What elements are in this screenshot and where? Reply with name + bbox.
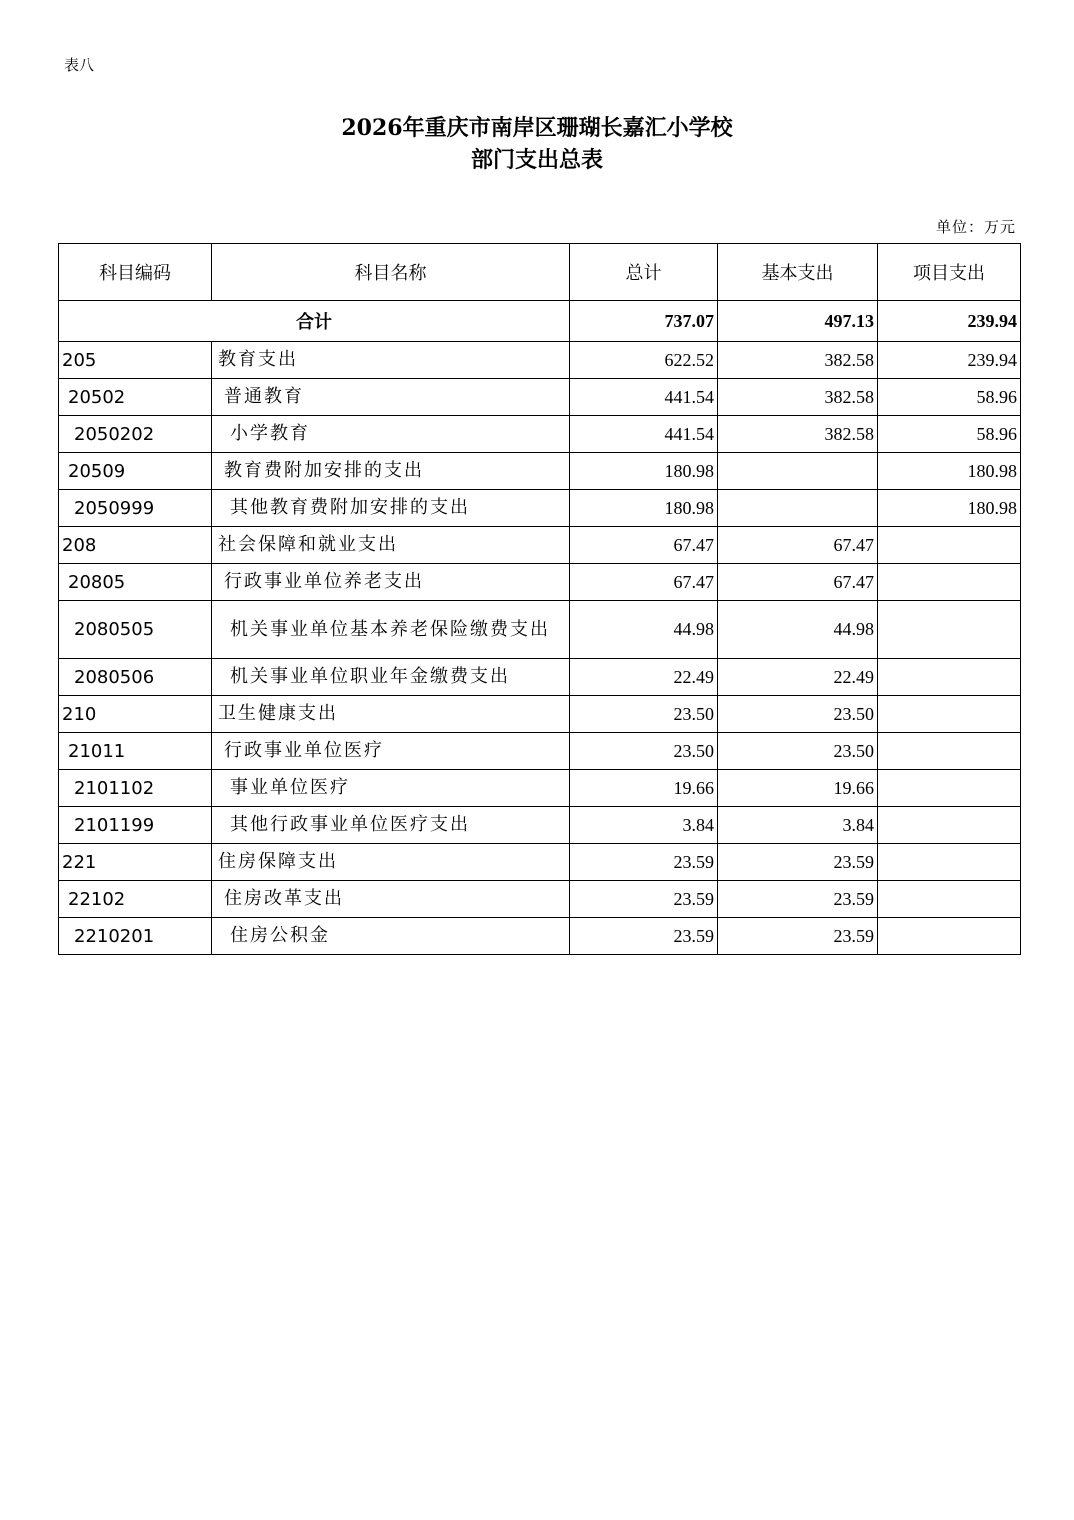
row-project: 58.96 — [878, 416, 1021, 453]
row-code: 2050202 — [59, 416, 212, 453]
table-row — [59, 844, 1021, 881]
row-name: 卫生健康支出 — [212, 696, 570, 733]
row-project — [878, 770, 1021, 807]
row-total: 67.47 — [570, 564, 718, 601]
header-row — [59, 244, 1021, 301]
table-row — [59, 527, 1021, 564]
page-subtitle: 部门支出总表 — [470, 147, 603, 173]
row-total: 23.59 — [570, 918, 718, 955]
row-code: 221 — [59, 844, 212, 881]
row-project — [878, 659, 1021, 696]
row-basic: 382.58 — [718, 379, 878, 416]
row-code: 2210201 — [59, 918, 212, 955]
row-code: 2080505 — [59, 601, 212, 659]
row-name: 其他行政事业单位医疗支出 — [212, 807, 570, 844]
row-project — [878, 733, 1021, 770]
table-row — [59, 733, 1021, 770]
row-total: 23.50 — [570, 696, 718, 733]
row-basic: 67.47 — [718, 564, 878, 601]
row-basic — [718, 453, 878, 490]
row-total: 441.54 — [570, 416, 718, 453]
row-code: 2080506 — [59, 659, 212, 696]
row-project — [878, 807, 1021, 844]
expenditure-table — [58, 243, 1021, 955]
row-project: 58.96 — [878, 379, 1021, 416]
row-total: 180.98 — [570, 453, 718, 490]
row-basic: 23.50 — [718, 733, 878, 770]
row-name: 住房公积金 — [212, 918, 570, 955]
row-name: 教育支出 — [212, 342, 570, 379]
row-code: 20805 — [59, 564, 212, 601]
row-name: 小学教育 — [212, 416, 570, 453]
row-total: 3.84 — [570, 807, 718, 844]
row-name: 社会保障和就业支出 — [212, 527, 570, 564]
row-basic: 22.49 — [718, 659, 878, 696]
row-name: 住房保障支出 — [212, 844, 570, 881]
table-row — [59, 696, 1021, 733]
row-basic — [718, 490, 878, 527]
header-total: 总计 — [570, 244, 718, 301]
table-row — [59, 770, 1021, 807]
row-code: 20509 — [59, 453, 212, 490]
header-name: 科目名称 — [212, 244, 570, 301]
row-total: 180.98 — [570, 490, 718, 527]
row-code: 2050999 — [59, 490, 212, 527]
total-project: 239.94 — [878, 301, 1021, 342]
row-total: 622.52 — [570, 342, 718, 379]
row-total: 23.50 — [570, 733, 718, 770]
row-basic: 3.84 — [718, 807, 878, 844]
row-name: 事业单位医疗 — [212, 770, 570, 807]
unit-label: 单位：万元 — [935, 218, 1016, 236]
table-row — [59, 416, 1021, 453]
row-project — [878, 696, 1021, 733]
row-code: 210 — [59, 696, 212, 733]
row-project — [878, 601, 1021, 659]
row-name: 行政事业单位养老支出 — [212, 564, 570, 601]
row-name: 教育费附加安排的支出 — [212, 453, 570, 490]
row-code: 205 — [59, 342, 212, 379]
row-project: 180.98 — [878, 453, 1021, 490]
header-code: 科目编码 — [59, 244, 212, 301]
row-total: 23.59 — [570, 881, 718, 918]
header-project: 项目支出 — [878, 244, 1021, 301]
row-basic: 19.66 — [718, 770, 878, 807]
row-code: 208 — [59, 527, 212, 564]
row-total: 22.49 — [570, 659, 718, 696]
table-row — [59, 807, 1021, 844]
row-total: 23.59 — [570, 844, 718, 881]
table-row — [59, 379, 1021, 416]
row-name: 机关事业单位职业年金缴费支出 — [212, 659, 570, 696]
row-code: 20502 — [59, 379, 212, 416]
row-project — [878, 564, 1021, 601]
row-project — [878, 918, 1021, 955]
row-basic: 382.58 — [718, 416, 878, 453]
header-basic: 基本支出 — [718, 244, 878, 301]
row-basic: 23.50 — [718, 696, 878, 733]
row-name: 行政事业单位医疗 — [212, 733, 570, 770]
row-project: 180.98 — [878, 490, 1021, 527]
row-project — [878, 844, 1021, 881]
row-code: 2101102 — [59, 770, 212, 807]
row-basic: 67.47 — [718, 527, 878, 564]
table-row — [59, 453, 1021, 490]
page-title: 2026年重庆市南岸区珊瑚长嘉汇小学校 — [341, 115, 733, 141]
total-row — [59, 301, 1021, 342]
row-total: 44.98 — [570, 601, 718, 659]
row-name: 机关事业单位基本养老保险缴费支出 — [212, 601, 570, 659]
row-total: 19.66 — [570, 770, 718, 807]
row-total: 67.47 — [570, 527, 718, 564]
total-label: 合计 — [59, 301, 570, 342]
row-basic: 23.59 — [718, 881, 878, 918]
table-label: 表八 — [64, 56, 95, 74]
total-basic: 497.13 — [718, 301, 878, 342]
table-row — [59, 564, 1021, 601]
table-row — [59, 342, 1021, 379]
table-row — [59, 601, 1021, 659]
row-basic: 23.59 — [718, 844, 878, 881]
row-name: 住房改革支出 — [212, 881, 570, 918]
table-row — [59, 659, 1021, 696]
row-basic: 382.58 — [718, 342, 878, 379]
row-total: 441.54 — [570, 379, 718, 416]
row-code: 21011 — [59, 733, 212, 770]
table-row — [59, 918, 1021, 955]
table-row — [59, 881, 1021, 918]
row-project — [878, 881, 1021, 918]
row-basic: 23.59 — [718, 918, 878, 955]
row-code: 22102 — [59, 881, 212, 918]
table-row — [59, 490, 1021, 527]
row-name: 其他教育费附加安排的支出 — [212, 490, 570, 527]
total-total: 737.07 — [570, 301, 718, 342]
row-project: 239.94 — [878, 342, 1021, 379]
row-name: 普通教育 — [212, 379, 570, 416]
row-project — [878, 527, 1021, 564]
row-code: 2101199 — [59, 807, 212, 844]
row-basic: 44.98 — [718, 601, 878, 659]
